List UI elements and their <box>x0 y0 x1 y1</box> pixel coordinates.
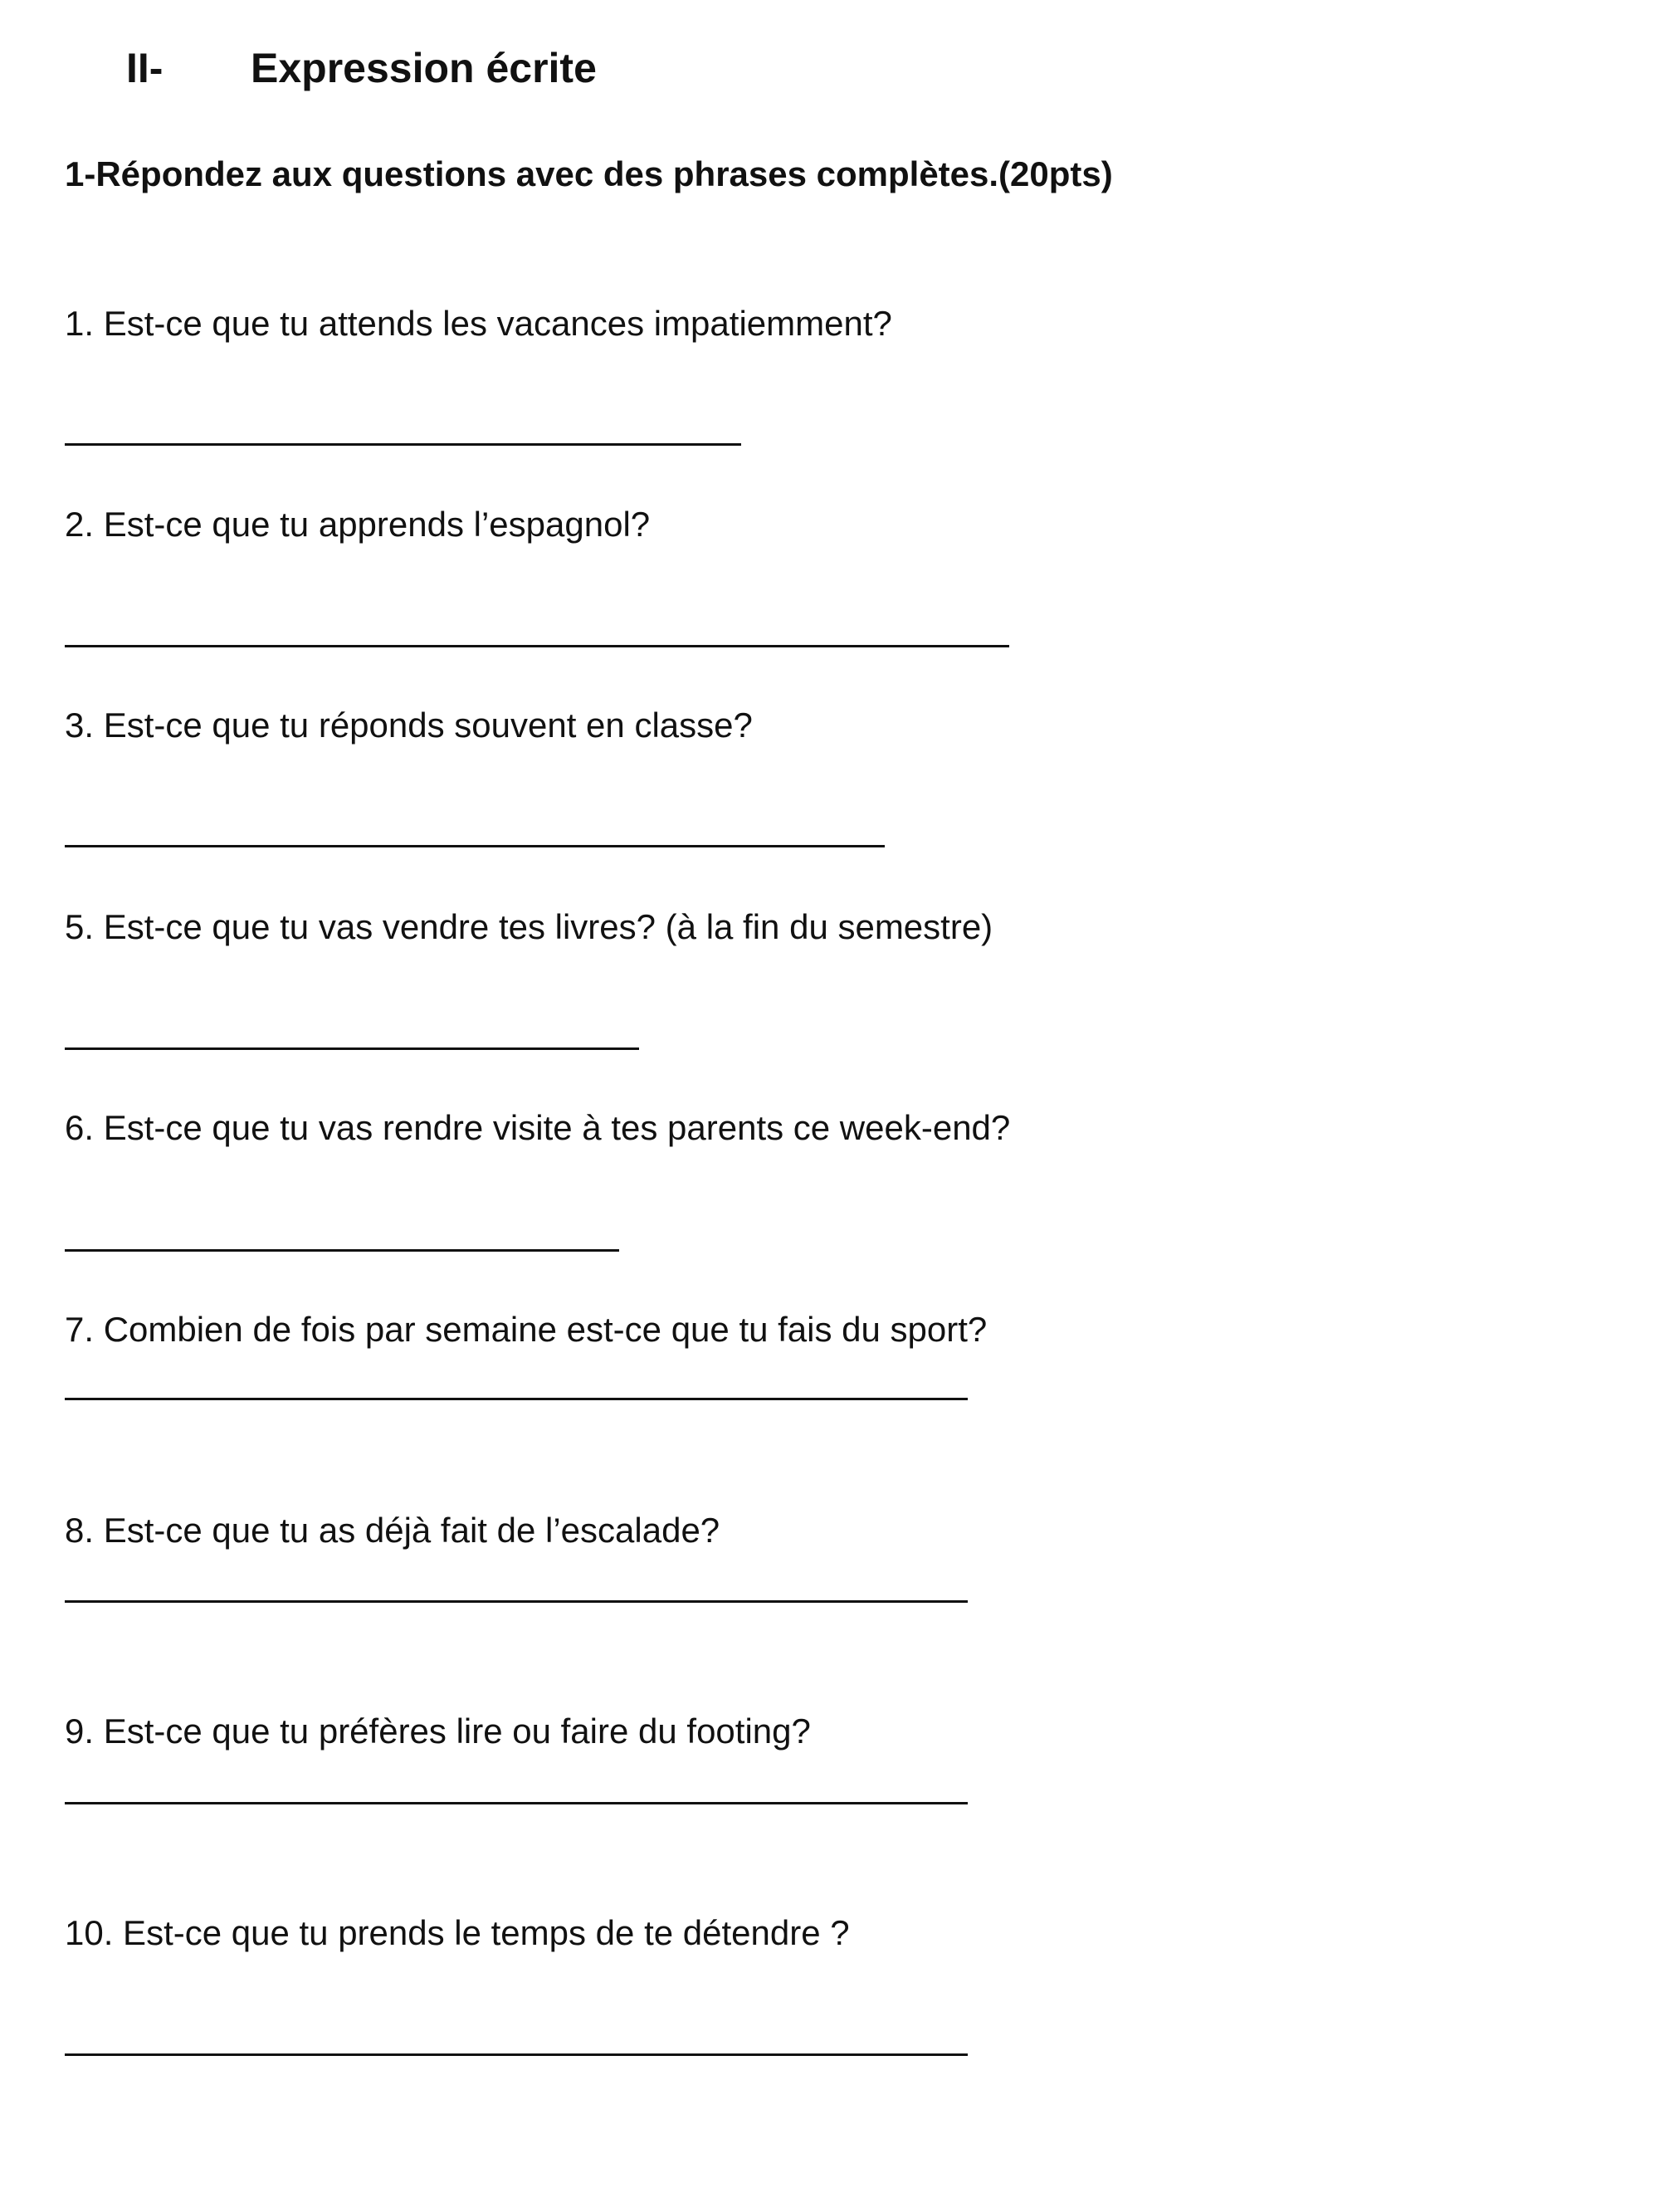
question-7: 7. Combien de fois par semaine est-ce que tu fais du sport? <box>65 1310 988 1349</box>
question-10: 10. Est-ce que tu prends le temps de te détendre ? <box>65 1913 850 1952</box>
question-8: 8. Est-ce que tu as déjà fait de l’escalade? <box>65 1511 720 1550</box>
answer-line-8[interactable] <box>65 1600 968 1603</box>
answer-line-10[interactable] <box>65 2053 968 2056</box>
question-2: 2. Est-ce que tu apprends l’espagnol? <box>65 505 651 544</box>
answer-line-2[interactable] <box>65 645 1009 647</box>
question-1: 1. Est-ce que tu attends les vacances impatiemment? <box>65 304 892 343</box>
answer-line-6[interactable] <box>65 1249 619 1252</box>
section-title: Expression écrite <box>251 45 597 91</box>
question-9: 9. Est-ce que tu préfères lire ou faire du footing? <box>65 1711 811 1751</box>
answer-line-9[interactable] <box>65 1802 968 1804</box>
answer-line-5[interactable] <box>65 1047 639 1050</box>
answer-line-1[interactable] <box>65 443 741 446</box>
question-3: 3. Est-ce que tu réponds souvent en classe? <box>65 706 753 745</box>
section-number: II- <box>126 45 164 91</box>
answer-line-7[interactable] <box>65 1398 968 1400</box>
instruction-heading: 1-Répondez aux questions avec des phrases complètes.(20pts) <box>65 154 1113 193</box>
answer-line-3[interactable] <box>65 845 885 847</box>
question-5: 5. Est-ce que tu vas vendre tes livres? (à la fin du semestre) <box>65 907 993 946</box>
question-6: 6. Est-ce que tu vas rendre visite à tes parents ce week-end? <box>65 1108 1011 1147</box>
